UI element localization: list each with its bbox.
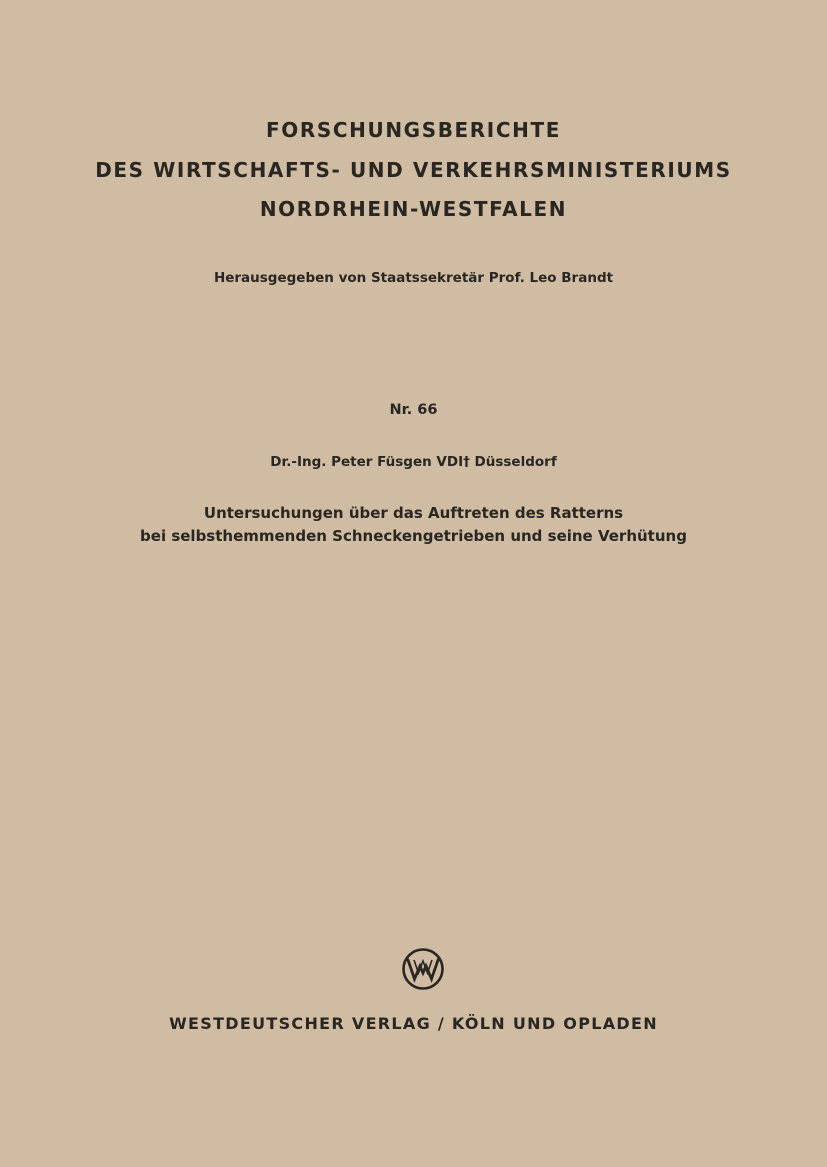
issue-number: Nr. 66 xyxy=(389,402,438,418)
publisher-name: WESTDEUTSCHER VERLAG / KÖLN UND OPLADEN xyxy=(169,1014,658,1033)
book-title-line-1: Untersuchungen über das Auftreten des Ratterns xyxy=(203,504,624,522)
series-title-line-3: NORDRHEIN-WESTFALEN xyxy=(259,197,568,221)
series-title-line-1: FORSCHUNGSBERICHTE xyxy=(266,118,561,142)
author-line: Dr.-Ing. Peter Füsgen VDI† Düsseldorf xyxy=(270,454,557,470)
publisher-logo-icon xyxy=(401,947,445,991)
series-title-line-2: DES WIRTSCHAFTS- UND VERKEHRSMINISTERIUMS xyxy=(95,158,732,182)
editor-line: Herausgegeben von Staatssekretär Prof. Leo Brandt xyxy=(213,270,614,286)
book-title-line-2: bei selbsthemmenden Schneckengetrieben und seine Verhütung xyxy=(140,527,687,545)
